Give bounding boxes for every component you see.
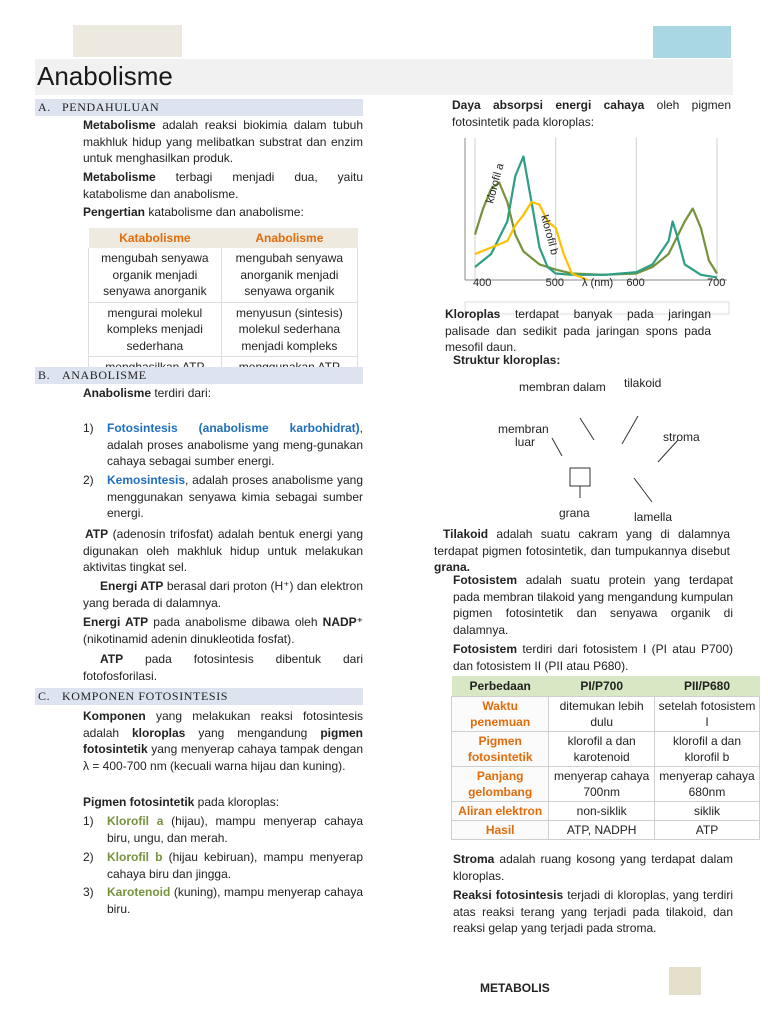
text: (adenosin trifosfat) adalah bentuk energi yang digunakan oleh makhluk hidup untuk melakukan aktivitas tingkat sel. [83,527,363,574]
term: Kemosintesis [107,473,186,487]
text: (hijau kebiruan), mampu menyerap cahaya biru dan jingga. [107,850,363,881]
pigmen-intro [83,794,363,811]
text: terjadi di kloroplas, yang terdiri atas reaksi terang yang terjadi pada tilakoid, dan reaksi gelap yang terjadi pada stroma. [453,888,734,935]
term: Klorofil b [107,850,163,864]
table-row-key: Panjang gelombang [452,766,549,801]
table-cell: ATP, NADPH [549,820,655,839]
tilakoid-paragraph [434,526,730,576]
term: Reaksi fotosintesis [453,888,564,902]
text: berasal dari proton (H⁺) dan elektron yang berada di dalamnya. [83,579,363,610]
section-header-b [35,367,363,384]
stroma-paragraph [453,851,733,884]
term: Struktur kloroplas: [453,353,561,367]
pointer-membran-luar [552,438,562,456]
term: Kloroplas [445,307,501,321]
footer-label: METABOLIS [480,981,550,995]
text: terdiri dari: [151,386,212,400]
table-cell: klorofil a dan karotenoid [549,731,655,766]
list-number: 2) [83,473,94,487]
intro-paragraph-1 [83,117,363,167]
label-membran: membran [498,422,549,436]
term: Pigmen fotosintetik [83,795,195,809]
fotosistem-paragraph-2 [453,641,733,674]
anabolisme-intro [83,385,363,402]
label-lamella: lamella [634,510,673,524]
term: kloroplas [132,725,186,740]
energi-atp-paragraph [83,578,363,611]
page-title: Anabolisme [37,61,173,91]
section-header-c [35,688,363,705]
text: adalah reaksi biokimia dalam tubuh makhluk hidup yang melibatkan substrat dan enzim untuk menghasilkan produk. [83,118,363,165]
term: ATP [85,527,109,541]
header-decoration-right [653,26,731,58]
table-row-key: Waktu penemuan [452,696,549,731]
table-row [452,820,760,839]
table-row [89,302,358,357]
term: Karotenoid [107,885,171,899]
label-luar: luar [515,435,536,449]
pointer-membran-dalam [580,418,594,440]
term: NADP⁺ [322,615,364,629]
list-number: 2) [83,850,94,864]
term: Pengertian [83,205,146,219]
intro-paragraph-3 [83,204,363,221]
x-axis-label: λ (nm) [582,277,614,289]
nadp-paragraph [83,614,363,647]
term: Metabolisme [83,118,156,132]
x-tick-label: 400 [473,277,492,289]
term: Energi ATP [83,615,149,629]
chloroplast-diagram-lines [530,400,690,510]
term: ATP [100,652,124,666]
pointer-tilakoid [622,416,638,444]
table-header: PI/P700 [549,676,655,696]
text: adalah suatu protein yang terdapat pada membran tilakoid yang mengandung kumpulan pigmen fotosintetik dan senyawa organik di dalamnya. [453,573,733,637]
text: pada kloroplas: [194,795,280,809]
text: (hijau), mampu menyerap cahaya biru, ungu, dan merah. [107,814,363,845]
term: Stroma [453,852,495,866]
list-item-fotosintesis [107,420,363,470]
chart-series-group [475,157,717,281]
pointer-lamella [634,478,652,502]
text: , adalah proses anabolisme yang meng-gunakan cahaya sebagai sumber energi. [107,421,363,468]
table-cell: ditemukan lebih dulu [549,696,655,731]
table-header: Anabolisme [221,228,357,248]
table-cell: non-siklik [549,801,655,820]
text: pada fotosintesis dibentuk dari fotofosforilasi. [83,652,363,683]
text: adalah suatu cakram yang di dalamnya terdapat pigmen fotosintetik, dan tumpukannya disebut [434,527,730,558]
text: yang mengandung [185,725,321,740]
struktur-heading [453,352,719,369]
daya-absorpsi-paragraph [452,97,731,130]
table-cell: ATP [654,820,759,839]
table-cell: mengurai molekul kompleks menjadi sederhana [89,302,222,357]
term: Komponen [83,709,146,723]
text: (kuning), mampu menyerap cahaya biru. [107,885,363,916]
text: pada anabolisme dibawa oleh [148,615,323,629]
table-row [452,696,760,731]
text: adalah ruang kosong yang terdapat dalam kloroplas. [453,852,733,883]
label-stroma: stroma [663,430,700,444]
section-header-a [35,99,363,116]
table-row-key: Hasil [452,820,549,839]
section-number: B. [38,368,51,382]
section-number: C. [38,689,51,703]
list-item-kemosintesis [107,472,363,522]
table-cell: menyerap cahaya 700nm [549,766,655,801]
table-cell: menyusun (sintesis) molekul sederhana menjadi kompleks [221,302,357,357]
table-row-key: Pigmen fotosintetik [452,731,549,766]
table-cell: siklik [654,801,759,820]
section-number: A. [38,100,51,114]
table-row [452,731,760,766]
term: Tilakoid [443,527,489,541]
text: yang menyerap cahaya tampak dengan λ = 400-700 nm (kecuali warna hijau dan kuning). [83,742,363,773]
text: terbagi menjadi dua, yaitu katabolisme dan anabolisme. [83,170,363,201]
annotation-klorofil-a: klorofil a [484,162,507,205]
table-row-key: Aliran elektron [452,801,549,820]
x-tick-label: 600 [626,277,645,289]
list-item-karotenoid [107,884,363,917]
table-cell: setelah fotosistem I [654,696,759,731]
text: katabolisme dan anabolisme: [145,205,304,219]
comparison-table-wrapper [88,228,360,364]
x-tick-label: 700 [707,277,726,289]
list-number: 1) [83,421,94,435]
term: Energi ATP [100,579,164,593]
annotation-klorofil-b: klorofil b [538,213,561,257]
absorption-spectrum-chart [455,130,735,316]
kloroplas-paragraph [445,306,711,356]
list-number: 3) [83,885,94,899]
term: Daya absorpsi energi cahaya [452,98,645,112]
text: oleh pigmen fotosintetik pada kloroplas: [452,98,732,129]
text: terdapat banyak pada jaringan palisade dan sedikit pada jaringan spons pada mesofil daun. [445,307,711,354]
term: Fotosistem [453,573,518,587]
grana-box [570,468,590,486]
reaksi-paragraph [453,887,733,937]
table-cell: menyerap cahaya 680nm [654,766,759,801]
list-item-klorofil-b [107,849,363,882]
section-label: PENDAHULUAN [62,100,160,114]
table-cell: mengubah senyawa anorganik menjadi senyawa organik [221,248,357,302]
term: Klorofil a [107,814,164,828]
atp-paragraph [83,526,363,576]
term: Fotosintesis (anabolisme karbohidrat) [107,421,360,435]
term: Metabolisme [83,170,156,184]
series-line-3 [475,202,588,280]
chart-grid [475,138,717,280]
label-grana: grana [559,506,590,520]
text: yang melakukan reaksi fotosintesis adalah [83,709,363,740]
fotofosforilasi-paragraph [83,651,363,684]
table-header: PII/P680 [654,676,759,696]
table-header: Katabolisme [89,228,222,248]
header-decoration-left [73,25,182,57]
text: , adalah proses anabolisme yang menggunakan senyawa kimia sebagai sumber energi. [107,473,363,520]
label-tilakoid: tilakoid [624,376,662,390]
komponen-paragraph [83,708,363,774]
katabolisme-anabolisme-table [88,228,358,379]
text: (nikotinamid adenin dinukleotida fosfat). [83,631,295,646]
table-header: Perbedaan [452,676,549,696]
list-number: 1) [83,814,94,828]
list-item-klorofil-a [107,813,363,846]
table-cell: mengubah senyawa organik menjadi senyawa anorganik [89,248,222,302]
term: Fotosistem [453,642,518,656]
term: grana. [434,560,471,574]
pointer-stroma [658,440,678,462]
table-row [89,248,358,302]
fotosistem-comparison-table [451,676,760,840]
label-membran-dalam: membran dalam [519,380,606,394]
table-row [452,801,760,820]
term: Anabolisme [83,386,152,400]
text: terdiri dari fotosistem I (PI atau P700) dan fotosistem II (PII atau P680). [453,642,733,673]
table-row [452,766,760,801]
section-label: KOMPONEN FOTOSINTESIS [62,689,229,703]
table-cell: klorofil a dan klorofil b [654,731,759,766]
section-label: ANABOLISME [62,368,147,382]
intro-paragraph-2 [83,169,363,202]
footer-decoration [669,967,701,995]
x-tick-label: 500 [545,277,565,289]
fotosistem-paragraph-1 [453,572,733,638]
term: pigmen fotosintetik [83,725,363,756]
